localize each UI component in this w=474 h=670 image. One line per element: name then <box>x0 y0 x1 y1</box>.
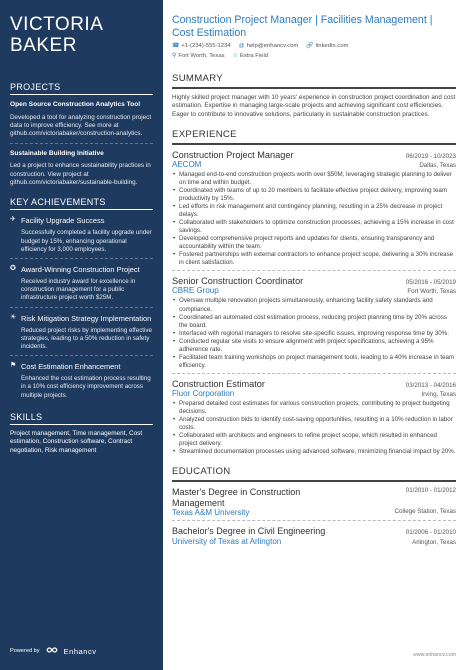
flag-icon: ⚑ <box>10 362 17 370</box>
bullet: • Collaborated with stakeholders to optimize construction processes, achieving a 15% increase in cost savings. <box>172 219 456 235</box>
email-icon: @ <box>238 43 245 49</box>
job-entry <box>172 379 456 456</box>
divider <box>10 355 153 356</box>
brand-name: Enhancv <box>63 646 97 656</box>
job-entry <box>172 276 456 369</box>
school: Texas A&M University <box>172 508 250 518</box>
bullet: • Interfaced with regional managers to resolve site-specific issues, improving response time by 30%. <box>172 330 456 338</box>
summary-text: Highly skilled project manager with 10 years' experience in construction project coordination and cost estimation. Expertise in managing large-scale projects and achieving significant cost efficiencies. Eager to contribute to innovative solutions, particularly in sustainable construction practices. <box>172 94 456 118</box>
achievement-title: Award-Winning Construction Project <box>21 265 140 275</box>
skills-text: Project management, Time management, Cost estimation, Construction software, Contract negotiation, Risk management <box>10 429 143 455</box>
degree: Master's Degree in Construction Management <box>172 487 301 508</box>
edu-dates: 01/2010 - 01/2012 <box>405 487 456 495</box>
achievement-item <box>10 362 153 400</box>
job-company: Fluor Corporation <box>172 388 235 398</box>
achievement-desc: Reduced project risks by implementing effective strategies, leading to a 50% reduction in safety incidents. <box>21 326 152 351</box>
achievement-desc: Received industry award for excellence in construction management for a public infrastructure project worth $25M. <box>21 278 136 302</box>
job-title: Construction Project Manager <box>172 149 294 160</box>
school: University of Texas at Arlington <box>172 536 282 546</box>
skills-heading: SKILLS <box>10 412 153 425</box>
bullet: • Facilitated team training workshops on project management tools, leading to a 40% increase in team efficiency. <box>172 354 456 370</box>
bullet: • Collaborated with architects and engineers to refine project scope, which resulted in enhanced project delivery. <box>172 432 456 448</box>
bullet: • Oversaw multiple renovation projects simultaneously, enhancing facility safety standards and compliance. <box>172 297 456 313</box>
bullet: • Coordinated with teams of up to 20 members to facilitate effective project delivery, improving team productivity by 15%. <box>172 187 456 203</box>
bullet: • Streamlined documentation processes using advanced software, minimizing financial impact by 20%. <box>172 448 456 456</box>
divider <box>10 258 153 259</box>
job-entry <box>172 150 456 268</box>
bullet: • Conducted regular site visits to ensure alignment with project specifications, achieving a 95% adherence rate. <box>172 338 456 354</box>
job-company: AECOM <box>172 159 202 169</box>
job-bullets <box>172 171 456 268</box>
contact-row-2 <box>172 52 456 61</box>
job-dates: 05/2016 - 05/2019 <box>405 279 456 287</box>
project-item <box>10 101 153 139</box>
email-text[interactable]: help@enhancv.com <box>246 43 299 49</box>
edu-location: College Station, Texas <box>394 508 456 516</box>
job-dates: 06/2019 - 10/2023 <box>405 152 456 160</box>
divider <box>10 143 153 144</box>
bullet: • Prepared detailed cost estimates for various construction projects, contributing to project budgeting decisions. <box>172 400 456 416</box>
divider <box>172 373 456 374</box>
star-icon: ☆ <box>232 53 238 59</box>
phone-text: +1-(234)-555-1234 <box>181 43 231 49</box>
projects-heading: PROJECTS <box>10 82 153 95</box>
job-title: Construction Estimator <box>172 378 265 389</box>
project-title: Open Source Construction Analytics Tool <box>10 101 141 108</box>
project-desc: Led a project to enhance sustainability practices in construction. View project at github.com/victoriabaker/sustainable-building. <box>10 162 151 187</box>
divider <box>172 270 456 271</box>
achievement-title: Risk Mitigation Strategy Implementation <box>21 313 152 323</box>
divider <box>172 520 456 521</box>
footer-site[interactable]: www.enhancv.com <box>413 652 456 658</box>
bullet: • Coordinated an automated cost estimation process, reducing project planning time by 20% across the board. <box>172 314 456 330</box>
achievements-heading: KEY ACHIEVEMENTS <box>10 197 153 210</box>
summary-heading: SUMMARY <box>172 73 456 89</box>
job-location: Irving, Texas <box>421 390 456 398</box>
achievement-title: Facility Upgrade Success <box>21 216 105 226</box>
achievement-item <box>10 314 153 352</box>
sidebar <box>0 0 163 670</box>
achievement-item <box>10 216 153 254</box>
job-location: Fort Worth, Texas <box>407 288 456 296</box>
project-desc: Developed a tool for analyzing construction project data to improve efficiency. See more at github.com/victoriabaker/construction-analytics. <box>10 113 152 138</box>
edu-dates: 01/2006 - 01/2010 <box>405 529 456 537</box>
bullet: • Fostered partnerships with external contractors to enhance project scope, delivering a 30% increase in client satisfaction. <box>172 251 456 267</box>
enhancv-logo-icon <box>46 646 58 656</box>
rocket-icon: ✈ <box>10 216 16 224</box>
email-item[interactable] <box>239 42 299 51</box>
job-bullets <box>172 400 456 456</box>
name-first: VICTORIA <box>10 14 104 35</box>
linkedin-item[interactable] <box>306 42 348 51</box>
job-bullets <box>172 297 456 369</box>
degree: Bachelor's Degree in Civil Engineering <box>172 526 326 537</box>
award-icon: ✪ <box>10 265 16 273</box>
extra-item <box>233 52 268 61</box>
bullet: • Managed end-to-end construction projects worth over $50M, leveraging strategic planning to deliver on time and within budget. <box>172 171 456 187</box>
achievement-item <box>10 265 153 303</box>
job-location: Dallas, Texas <box>419 161 456 169</box>
project-title: Sustainable Building Initiative <box>10 149 104 157</box>
location-item <box>172 52 225 61</box>
edu-location: Arlington, Texas <box>412 538 456 546</box>
powered-by-label: Powered by <box>10 648 40 654</box>
link-icon: 🔗 <box>306 43 314 49</box>
education-entry <box>172 526 456 546</box>
experience-heading: EXPERIENCE <box>172 129 456 145</box>
project-item <box>10 150 153 188</box>
education-heading: EDUCATION <box>172 466 456 482</box>
bullet: • Led efforts in risk management and contingency planning, resulting in a 25% decrease in project delays. <box>172 203 456 219</box>
location-pin-icon: ⚲ <box>172 53 177 59</box>
main-content <box>172 14 456 546</box>
location-text: Fort Worth, Texas <box>178 53 225 59</box>
powered-by <box>10 646 97 656</box>
job-company: CBRE Group <box>172 286 219 296</box>
name-last: BAKER <box>10 35 77 56</box>
divider <box>10 307 153 308</box>
job-dates: 03/2013 - 04/2016 <box>405 381 456 389</box>
linkedin-text[interactable]: linkedin.com <box>315 43 349 49</box>
achievement-title: Cost Estimation Enhancement <box>21 362 121 372</box>
contact-row <box>172 42 456 51</box>
extra-text: Extra Field <box>239 53 269 59</box>
job-title: Senior Construction Coordinator <box>172 276 304 287</box>
phone-item <box>172 42 231 51</box>
phone-icon: ☎ <box>172 43 180 49</box>
bullet: • Analyzed construction bids to identify cost-saving opportunities, resulting in a 10% reduction in labor costs. <box>172 416 456 432</box>
bulb-icon: ☀ <box>10 313 17 321</box>
bullet: • Developed comprehensive project reports and updates for clients, ensuring transparency and accountability within the team. <box>172 235 456 251</box>
achievement-desc: Enhanced the cost estimation process resulting in a 10% cost efficiency improvement across multiple projects. <box>21 375 151 399</box>
headline: Construction Project Manager | Facilities Management | Cost Estimation <box>172 14 433 39</box>
education-entry <box>172 487 456 517</box>
achievement-desc: Successfully completed a facility upgrade under budget by 15%, enhancing operational efficiency for 3,000 employees. <box>21 229 152 253</box>
